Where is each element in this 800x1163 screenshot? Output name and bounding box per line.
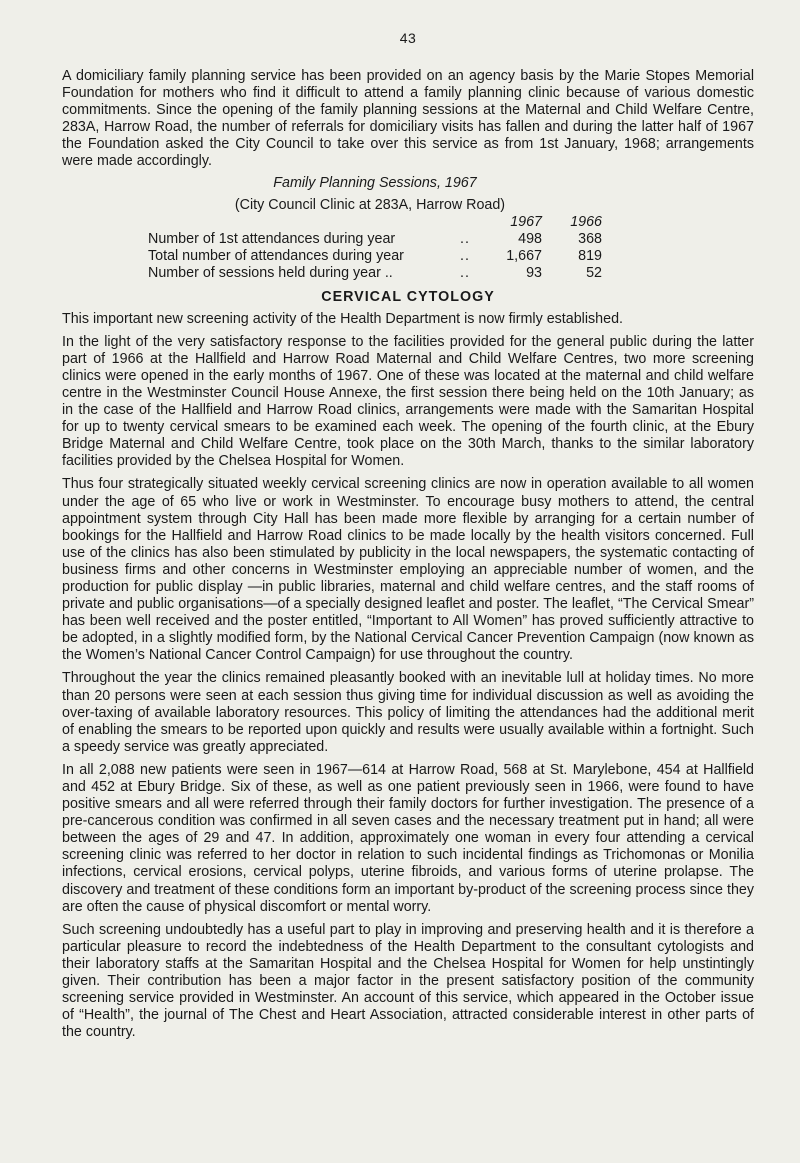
family-planning-table (148, 214, 602, 282)
table-row (148, 265, 602, 282)
value-1966: 819 (578, 247, 602, 264)
row-leader-dots: .. (460, 247, 470, 264)
value-1967: 93 (526, 264, 542, 281)
table-title: Family Planning Sessions, 1967 (273, 174, 477, 191)
table-row (148, 231, 602, 248)
row-label: Total number of attendances during year (148, 247, 404, 264)
document-page (62, 30, 754, 1047)
value-1967: 1,667 (506, 247, 542, 264)
page-number: 43 (399, 30, 417, 46)
table-header-row (148, 214, 602, 231)
column-header-1966: 1966 (570, 213, 602, 230)
body-paragraph: This important new screening activity of the Health Department is now firmly established. (62, 310, 623, 327)
table-subtitle: (City Council Clinic at 283A, Harrow Road) (234, 196, 506, 213)
row-leader-dots: .. (460, 264, 470, 281)
column-header-1967: 1967 (510, 213, 542, 230)
body-paragraph: In all 2,088 new patients were seen in 1967—614 at Harrow Road, 568 at St. Marylebone, 454 at Hallfield and 452 at Ebury Bridge. Six of these, as well as one patient previously seen in 1966, were found to have positive smears and all were referred through their family doctors for further investigation. The presence of a pre-cancerous condition was confirmed in all seven cases and the necessary treatment put in hand; all were between the ages of 29 and 47. In addition, approximately one woman in every four attending a cervical screening clinic was referred to her doctor in relation to such incidental findings as Trichomonas or Monilia infections, cervical erosions, cervical polyps, uterine fibroids, and various forms of uterine prolapse. The discovery and treatment of these conditions form an important by-product of the screening process since they are often the cause of physical discomfort or mental worry. (62, 761, 754, 915)
body-paragraph: Such screening undoubtedly has a useful part to play in improving and preserving health and it is therefore a particular pleasure to record the indebtedness of the Health Department to the consultant cytologists and their laboratory staffs at the Samaritan Hospital and the Chelsea Hospital for Women for help unstintingly given. Their contribution has been a major factor in the present satisfactory position of the community screening service provided in Westminster. An account of this service, which appeared in the October issue of “Health”, the journal of The Chest and Heart Association, attracted considerable interest in other parts of the country. (62, 921, 754, 1041)
row-label: Number of 1st attendances during year (148, 230, 396, 247)
row-leader-dots: .. (460, 230, 470, 247)
value-1966: 368 (578, 230, 602, 247)
intro-paragraph: A domiciliary family planning service has been provided on an agency basis by the Marie Stopes Memorial Foundation for mothers who find it difficult to attend a family planning clinic because of various domestic commitments. Since the opening of the family planning sessions at the Maternal and Child Welfare Centre, 283A, Harrow Road, the number of referrals for domiciliary visits has fallen and during the latter half of 1967 the Foundation asked the City Council to take over this service as from 1st January, 1968; arrangements were made accordingly. (62, 68, 754, 170)
body-paragraph: In the light of the very satisfactory response to the facilities provided for the general public during the latter part of 1966 at the Hallfield and Harrow Road Maternal and Child Welfare Centres, two more screening clinics were opened in the early months of 1967. One of these was located at the maternal and child welfare centre in the Westminster Council House Annexe, the first session there being held on the 10th January; as in the case of the Hallfield and Harrow Road clinics, arrangements were made with the Samaritan Hospital for up to twenty cervical smears to be examined each week. The opening of the fourth clinic, at the Ebury Bridge Maternal and Child Welfare Centre, took place on the 30th March, thanks to the similar laboratory facilities provided by the Chelsea Hospital for Women. (62, 333, 754, 470)
value-1966: 52 (586, 264, 602, 281)
row-label: Number of sessions held during year .. (148, 264, 393, 281)
table-row (148, 248, 602, 265)
body-paragraph: Thus four strategically situated weekly cervical screening clinics are now in operation available to all women under the age of 65 who live or work in Westminster. To encourage busy mothers to attend, the central appointment system through City Hall has been made more flexible by arranging for a certain number of bookings for the Hallfield and Harrow Road clinics to be made locally by the health visitors concerned. Full use of the clinics has also been stimulated by publicity in the local newspapers, the systematic contacting of business firms and other concerns in Westminster employing an appreciable number of women, and the production for public display —in public libraries, maternal and child welfare centres, and the staff rooms of private and public organisations—of a specially designed leaflet and poster. The leaflet, “The Cervical Smear” has been well received and the poster entitled, “Important to All Women” has proved sufficiently attractive to be adopted, in a slightly modified form, by the National Cervical Cancer Prevention Campaign (now known as the Women’s National Cancer Control Campaign) for use throughout the country. (62, 476, 754, 664)
section-heading: CERVICAL CYTOLOGY (321, 288, 495, 305)
body-paragraph: Throughout the year the clinics remained pleasantly booked with an inevitable lull at holiday times. No more than 20 persons were seen at each session thus giving time for individual discussion as well as avoiding the over-taxing of available laboratory resources. This policy of limiting the attendances had the additional merit of enabling the smears to be reported upon quickly and results were usually available within a fortnight. Such a speedy service was greatly appreciated. (62, 670, 754, 755)
value-1967: 498 (518, 230, 542, 247)
